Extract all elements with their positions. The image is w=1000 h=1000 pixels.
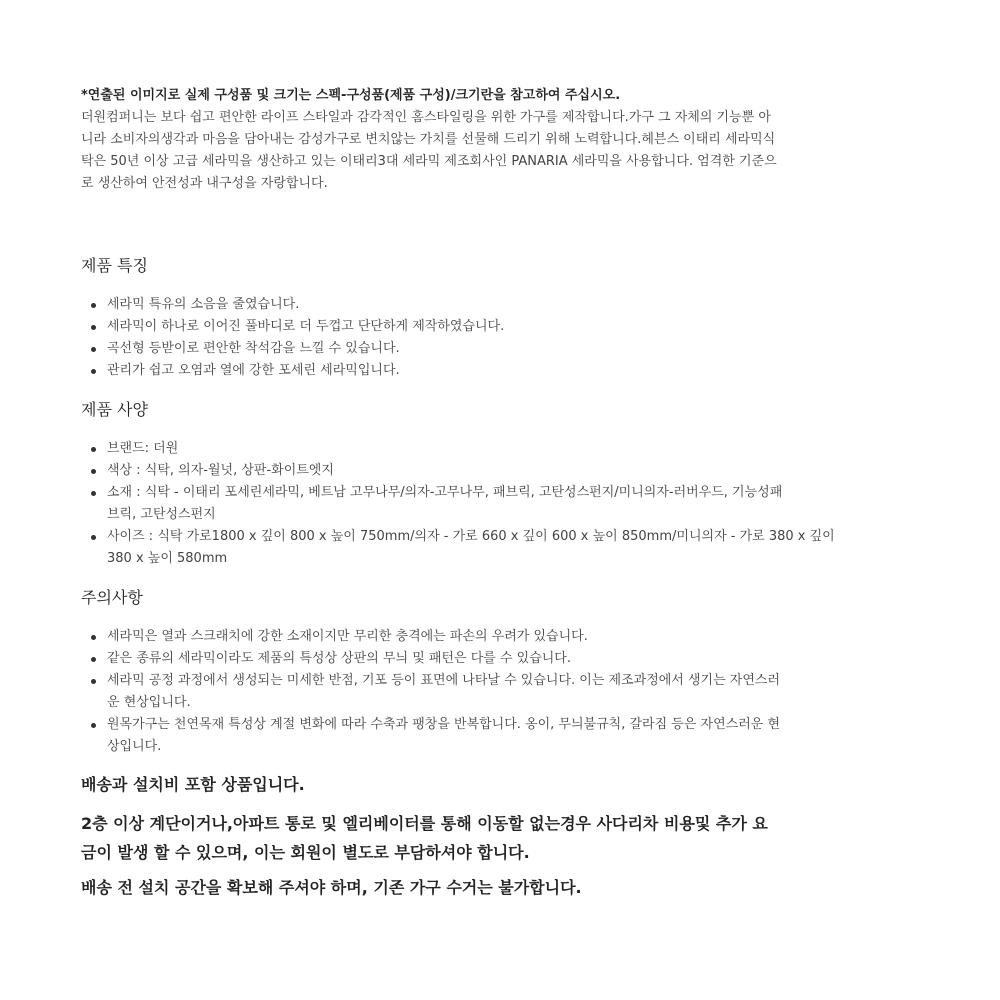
list-item: 세라믹이 하나로 이어진 풀바디로 더 두껍고 단단하게 제작하였습니다. (81, 316, 881, 338)
list-item: 세라믹은 열과 스크래치에 강한 소재이지만 무리한 충격에는 파손의 우려가 있습니다. (81, 626, 881, 648)
intro-line: 탁은 50년 이상 고급 세라믹을 생산하고 있는 이태리3대 세라믹 제조회사인 PANARIA 세라믹을 사용합니다. 엄격한 기준으 (81, 154, 777, 169)
list-item: 세라믹 특유의 소음을 줄였습니다. (81, 294, 881, 316)
delivery-included-note: 배송과 설치비 포함 상품입니다. (81, 775, 305, 794)
list-item: 관리가 쉽고 오염과 열에 강한 포세린 세라믹입니다. (81, 360, 881, 382)
intro-line: 더원컴퍼니는 보다 쉽고 편안한 라이프 스타일과 감각적인 홈스타일링을 위한 가구를 제작합니다.가구 그 자체의 기능뿐 아 (81, 110, 771, 125)
image-notice: *연출된 이미지로 실제 구성품 및 크기는 스펙-구성품(제품 구성)/크기란을 참고하여 주십시오. (81, 88, 621, 103)
list-item: 브랜드: 더원 (81, 438, 881, 460)
list-item: 같은 종류의 세라믹이라도 제품의 특성상 상판의 무늬 및 패턴은 다를 수 있습니다. (81, 648, 881, 670)
list-item: 색상 : 식탁, 의자-월넛, 상판-화이트엣지 (81, 460, 881, 482)
ladder-truck-note: 2층 이상 계단이거나,아파트 통로 및 엘리베이터를 통해 이동할 없는경우 사다리차 비용및 추가 요 금이 발생 할 수 있으며, 이는 회원이 별도로 부담하셔야 합니다. (81, 814, 768, 862)
cautions-list (81, 626, 881, 758)
product-description (81, 85, 881, 902)
intro-line: 니라 소비자의생각과 마음을 담아내는 감성가구로 변치않는 가치를 선물해 드리기 위해 노력합니다.헤븐스 이태리 세라믹식 (81, 132, 776, 147)
cautions-heading: 주의사항 (81, 588, 143, 607)
list-item: 곡선형 등받이로 편안한 착석감을 느낄 수 있습니다. (81, 338, 881, 360)
features-heading: 제품 특징 (81, 256, 148, 275)
intro-line: 로 생산하여 안전성과 내구성을 자랑합니다. (81, 176, 328, 191)
list-item: 사이즈 : 식탁 가로1800 x 깊이 800 x 높이 750mm/의자 - 가로 660 x 깊이 600 x 높이 850mm/미니의자 - 가로 380 x 깊이 380 x 높이 580mm (81, 526, 881, 570)
features-list (81, 294, 881, 382)
installation-space-note: 배송 전 설치 공간을 확보해 주셔야 하며, 기존 가구 수거는 불가합니다. (81, 878, 582, 897)
list-item: 세라믹 공정 과정에서 생성되는 미세한 반점, 기포 등이 표면에 나타날 수 있습니다. 이는 제조과정에서 생기는 자연스러 운 현상입니다. (81, 670, 881, 714)
specs-list (81, 438, 881, 570)
list-item: 소재 : 식탁 - 이태리 포세린세라믹, 베트남 고무나무/의자-고무나무, 패브릭, 고탄성스펀지/미니의자-러버우드, 기능성패 브릭, 고탄성스펀지 (81, 482, 881, 526)
list-item: 원목가구는 천연목재 특성상 계절 변화에 따라 수축과 팽창을 반복합니다. 옹이, 무늬불규칙, 갈라짐 등은 자연스러운 현 상입니다. (81, 714, 881, 758)
company-intro (81, 107, 881, 195)
specs-heading: 제품 사양 (81, 400, 148, 419)
